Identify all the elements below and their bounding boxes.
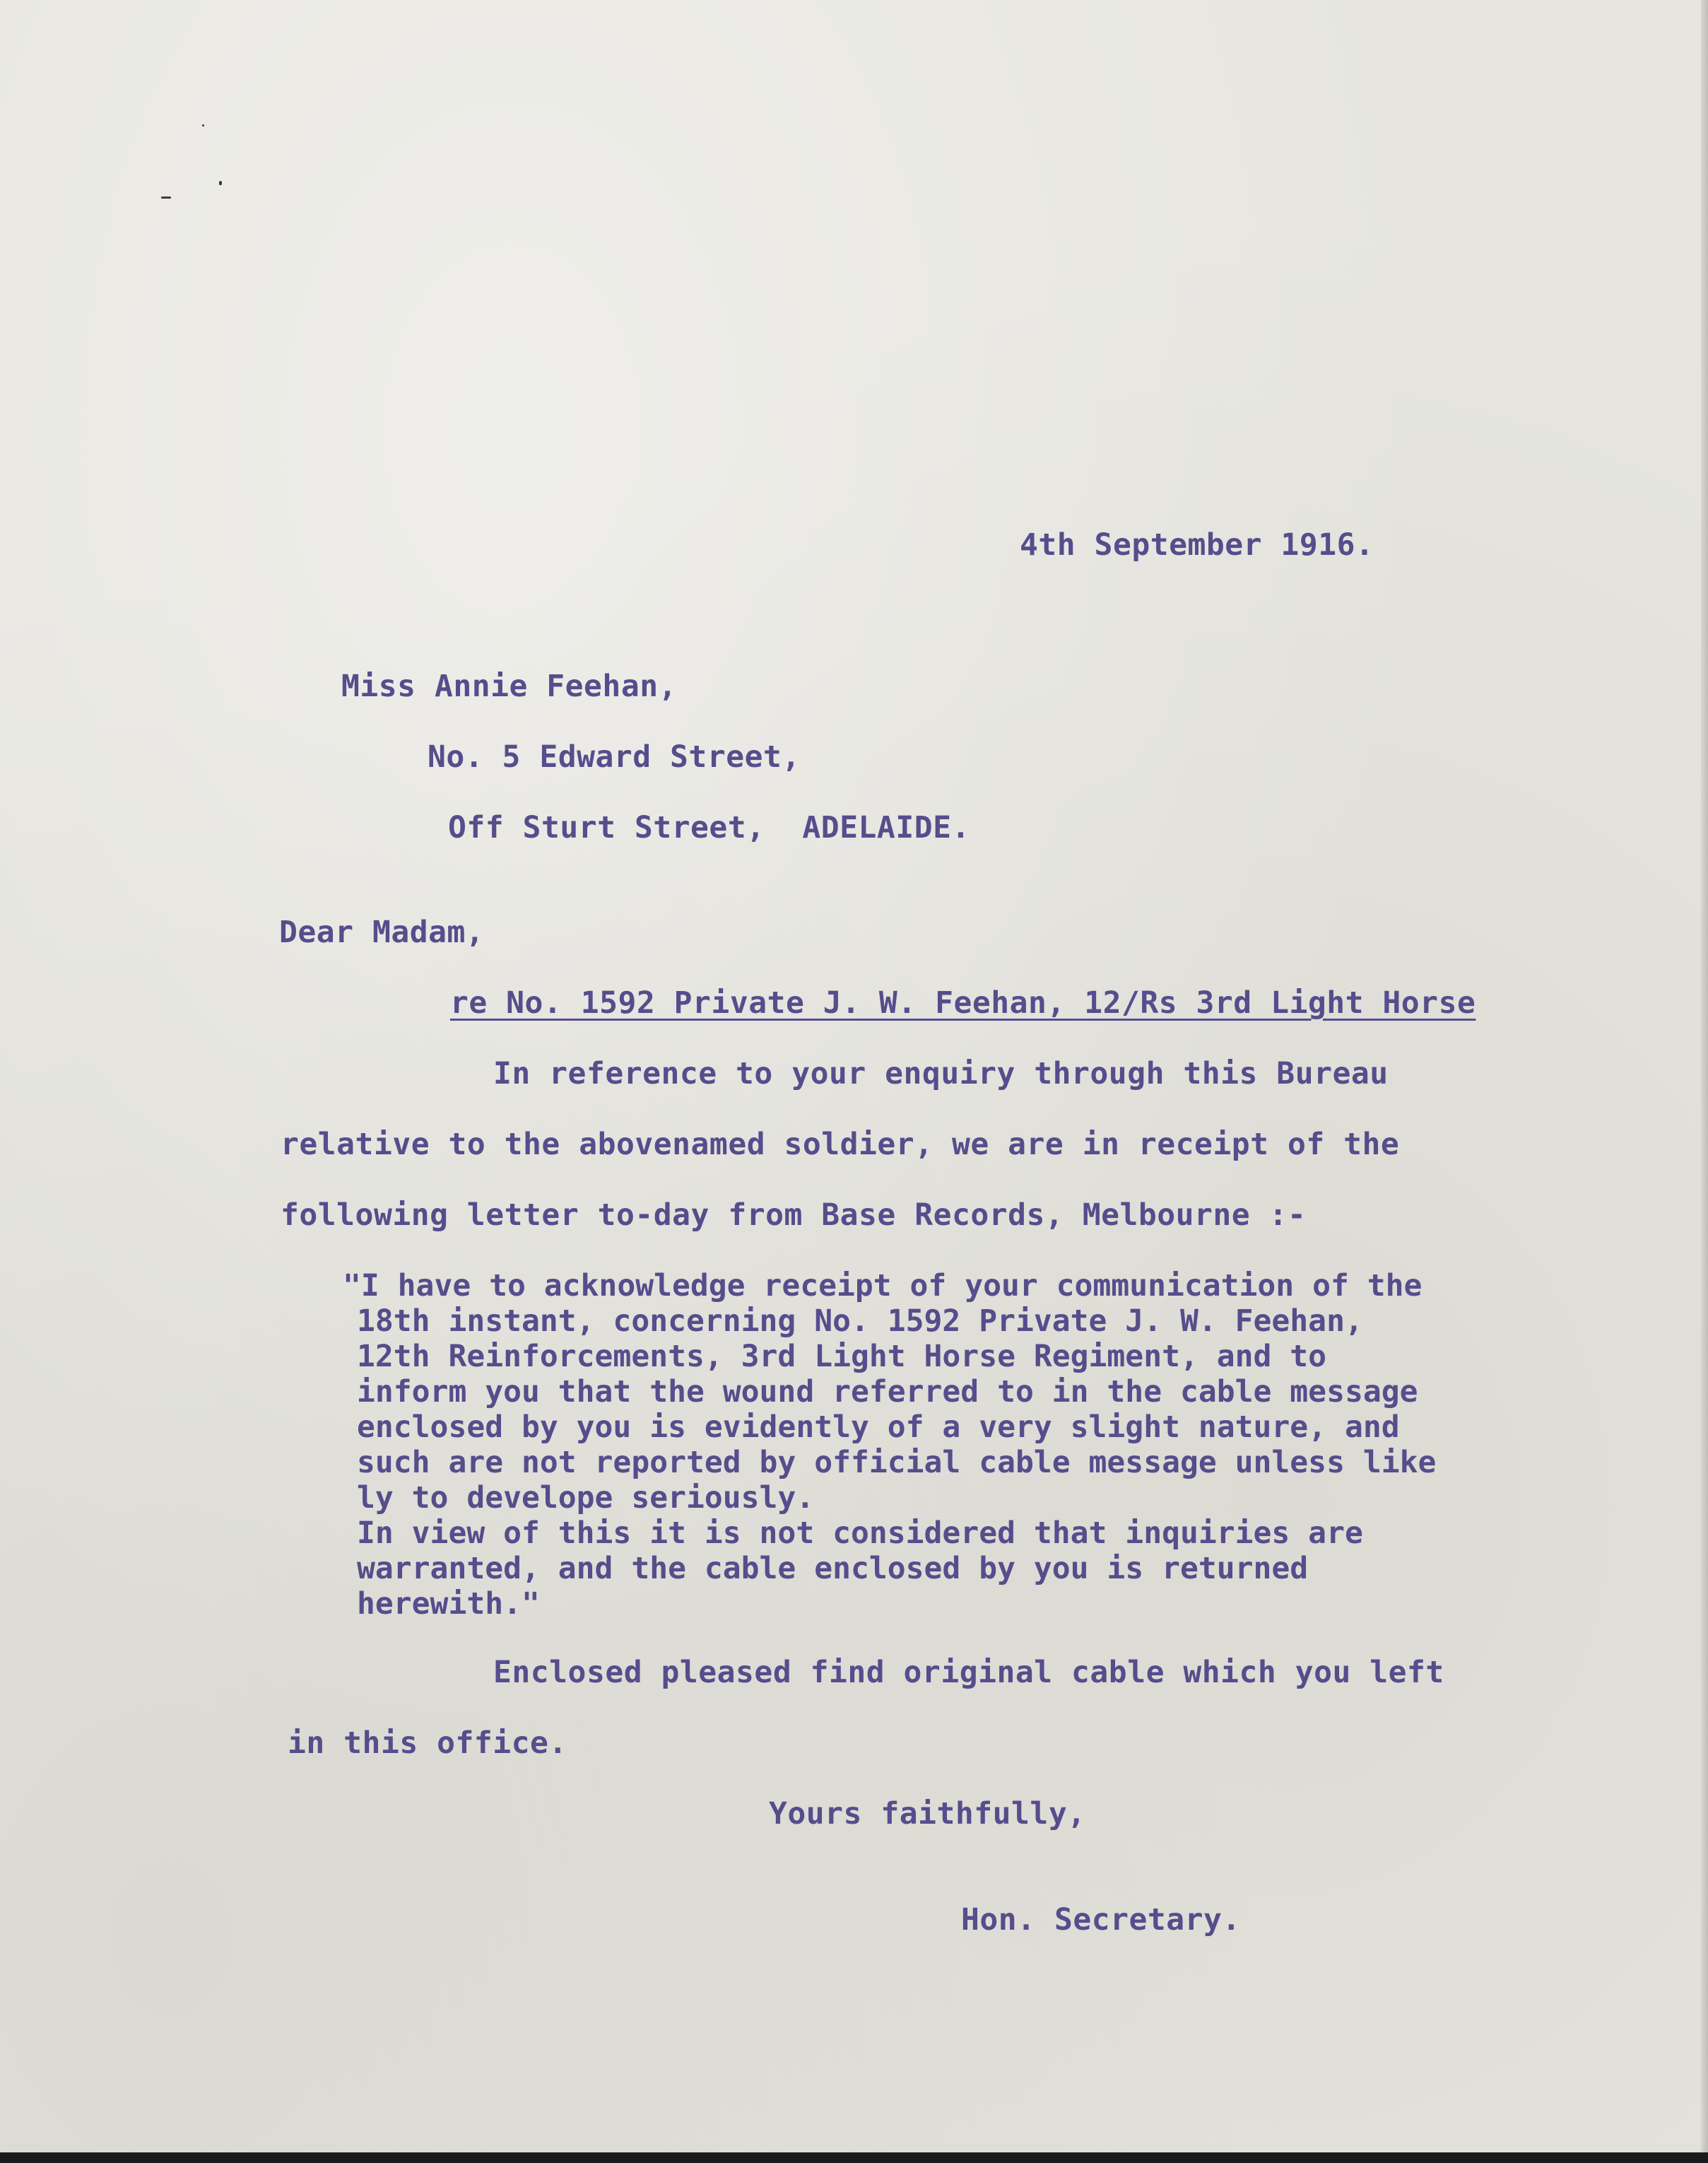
address-street: No. 5 Edward Street, — [428, 739, 801, 775]
closing-line: in this office. — [288, 1725, 567, 1761]
address-name: Miss Annie Feehan, — [341, 669, 677, 704]
ink-speck — [161, 197, 171, 199]
valediction: Yours faithfully, — [769, 1796, 1086, 1831]
ink-speck — [219, 181, 222, 185]
quote-line: In view of this it is not considered that inquiries are — [357, 1516, 1363, 1551]
salutation: Dear Madam, — [279, 915, 485, 950]
ink-speck — [202, 124, 204, 127]
quote-line: herewith." — [357, 1586, 540, 1622]
quote-line: such are not reported by official cable message unless like — [357, 1445, 1437, 1480]
quote-line: 18th instant, concerning No. 1592 Private J. W. Feehan, — [357, 1303, 1363, 1339]
letter-date: 4th September 1916. — [1020, 527, 1374, 563]
body-line: In reference to your enquiry through this Bureau — [493, 1056, 1389, 1091]
body-line: relative to the abovenamed soldier, we are in receipt of the — [281, 1127, 1400, 1162]
quote-line: 12th Reinforcements, 3rd Light Horse Regiment, and to — [357, 1339, 1327, 1374]
closing-line: Enclosed pleased find original cable which you left — [493, 1655, 1444, 1690]
quote-line: "I have to acknowledge receipt of your communication of the — [343, 1268, 1423, 1303]
quote-line: ly to develope seriously. — [357, 1480, 815, 1516]
signatory: Hon. Secretary. — [961, 1902, 1241, 1938]
quote-line: inform you that the wound referred to in the cable message — [357, 1374, 1418, 1409]
body-line: following letter to-day from Base Records, Melbourne :- — [281, 1197, 1307, 1233]
subject-line: re No. 1592 Private J. W. Feehan, 12/Rs 3rd Light Horse — [450, 985, 1476, 1021]
address-city: Off Sturt Street, ADELAIDE. — [448, 810, 970, 845]
paper-edge — [1701, 0, 1708, 2152]
quote-line: warranted, and the cable enclosed by you is returned — [357, 1551, 1309, 1586]
quote-line: enclosed by you is evidently of a very slight nature, and — [357, 1409, 1400, 1445]
